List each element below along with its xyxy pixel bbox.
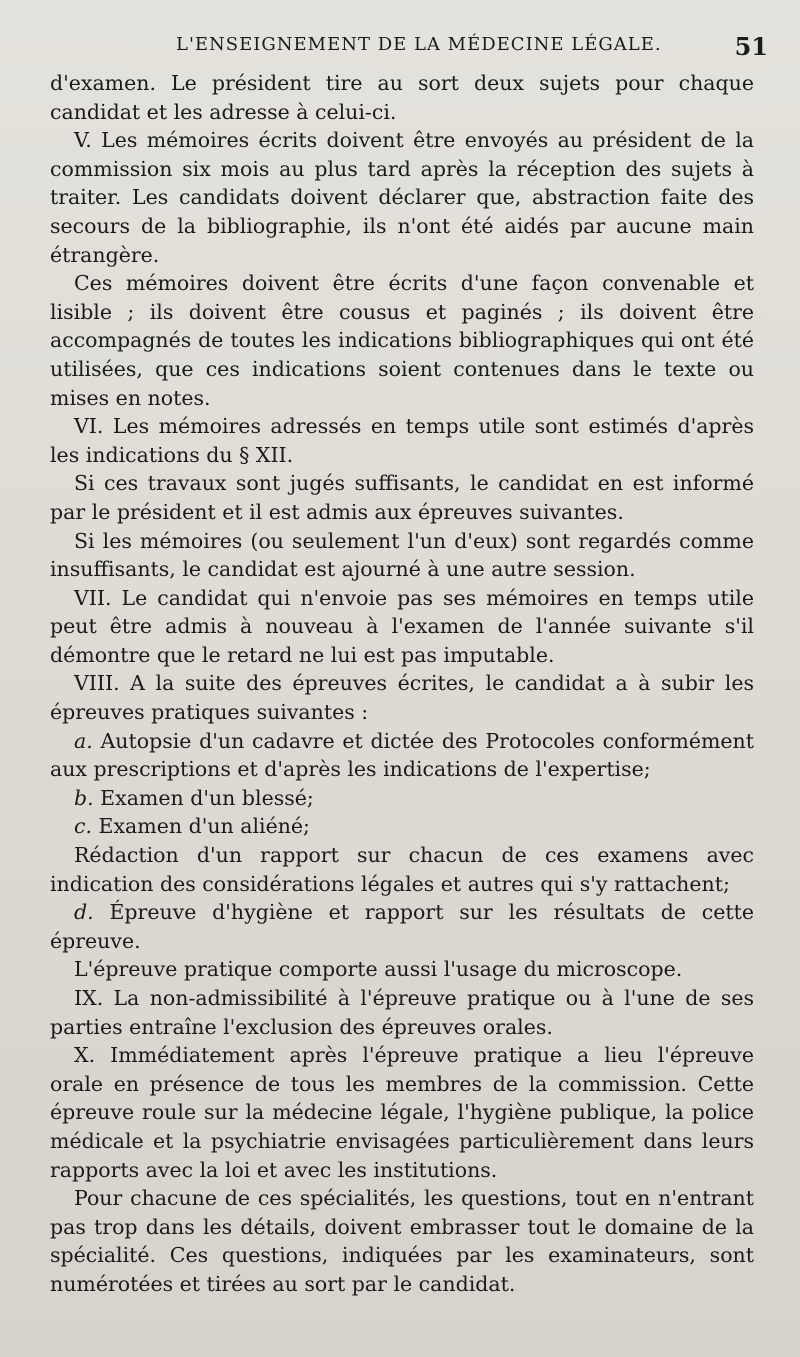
- list-item: a. Autopsie d'un cadavre et dictée des Protocoles conformément aux prescriptions et d'après les indications de l'expertise;: [50, 728, 754, 782]
- paragraph: Rédaction d'un rapport sur chacun de ces examens avec indication des considérations légales et autres qui s'y rattachent;: [50, 843, 754, 896]
- item-label: d.: [74, 900, 94, 925]
- page-header: [0, 34, 800, 64]
- paragraph: VI. Les mémoires adressés en temps utile sont estimés d'après les indications du § XII.: [50, 414, 754, 467]
- paragraph: Si les mémoires (ou seulement l'un d'eux) sont regardés comme insuffisants, le candidat est ajourné à une autre session.: [50, 528, 754, 582]
- list-item: c. Examen d'un aliéné;: [74, 814, 310, 839]
- paragraph: L'épreuve pratique comporte aussi l'usage du microscope.: [74, 957, 683, 982]
- item-label: a.: [74, 728, 93, 753]
- paragraph: Ces mémoires doivent être écrits d'une façon convenable et lisible ; ils doivent être cousus et paginés ; ils doivent être accompagnés de toutes les indications bibliographiques qui ont été utilisées, que ces indications soient contenues dans le texte ou mises en notes.: [50, 271, 754, 410]
- list-item: b. Examen d'un blessé;: [74, 785, 314, 810]
- paragraph: VIII. A la suite des épreuves écrites, le candidat a à subir les épreuves pratiques suivantes :: [50, 671, 754, 725]
- item-label: b.: [74, 785, 94, 810]
- paragraph: V. Les mémoires écrits doivent être envoyés au président de la commission six mois au plus tard après la réception des sujets à traiter. Les candidats doivent déclarer que, abstraction faite des secours de la bibliographie, ils n'ont été aidés par aucune main étrangère.: [50, 128, 754, 267]
- paragraph: X. Immédiatement après l'épreuve pratique a lieu l'épreuve orale en présence de tous les membres de la commission. Cette épreuve roule sur la médecine légale, l'hygiène publique, la police médicale et la psychiatrie envisagées particulièrement dans leurs rapports avec la loi et avec les institutions.: [50, 1043, 754, 1182]
- paragraph: IX. La non-admissibilité à l'épreuve pratique ou à l'une de ses parties entraîne l'exclusion des épreuves orales.: [50, 986, 754, 1039]
- body-text: [50, 69, 754, 1299]
- paragraph: Pour chacune de ces spécialités, les questions, tout en n'entrant pas trop dans les détails, doivent embrasser tout le domaine de la spécialité. Ces questions, indiquées par les examinateurs, sont numérotées et tirées au sort par le candidat.: [50, 1186, 754, 1296]
- page-number: 51: [734, 32, 768, 61]
- item-label: c.: [74, 814, 92, 839]
- paragraph: d'examen. Le président tire au sort deux sujets pour chaque candidat et les adresse à celui-ci.: [50, 71, 754, 124]
- paragraph: Si ces travaux sont jugés suffisants, le candidat en est informé par le président et il est admis aux épreuves suivantes.: [50, 471, 754, 524]
- running-title: L'ENSEIGNEMENT DE LA MÉDECINE LÉGALE.: [176, 34, 662, 55]
- list-item: d. Épreuve d'hygiène et rapport sur les résultats de cette épreuve.: [50, 900, 754, 953]
- paragraph: VII. Le candidat qui n'envoie pas ses mémoires en temps utile peut être admis à nouveau à l'examen de l'année suivante s'il démontre que le retard ne lui est pas imputable.: [50, 585, 754, 667]
